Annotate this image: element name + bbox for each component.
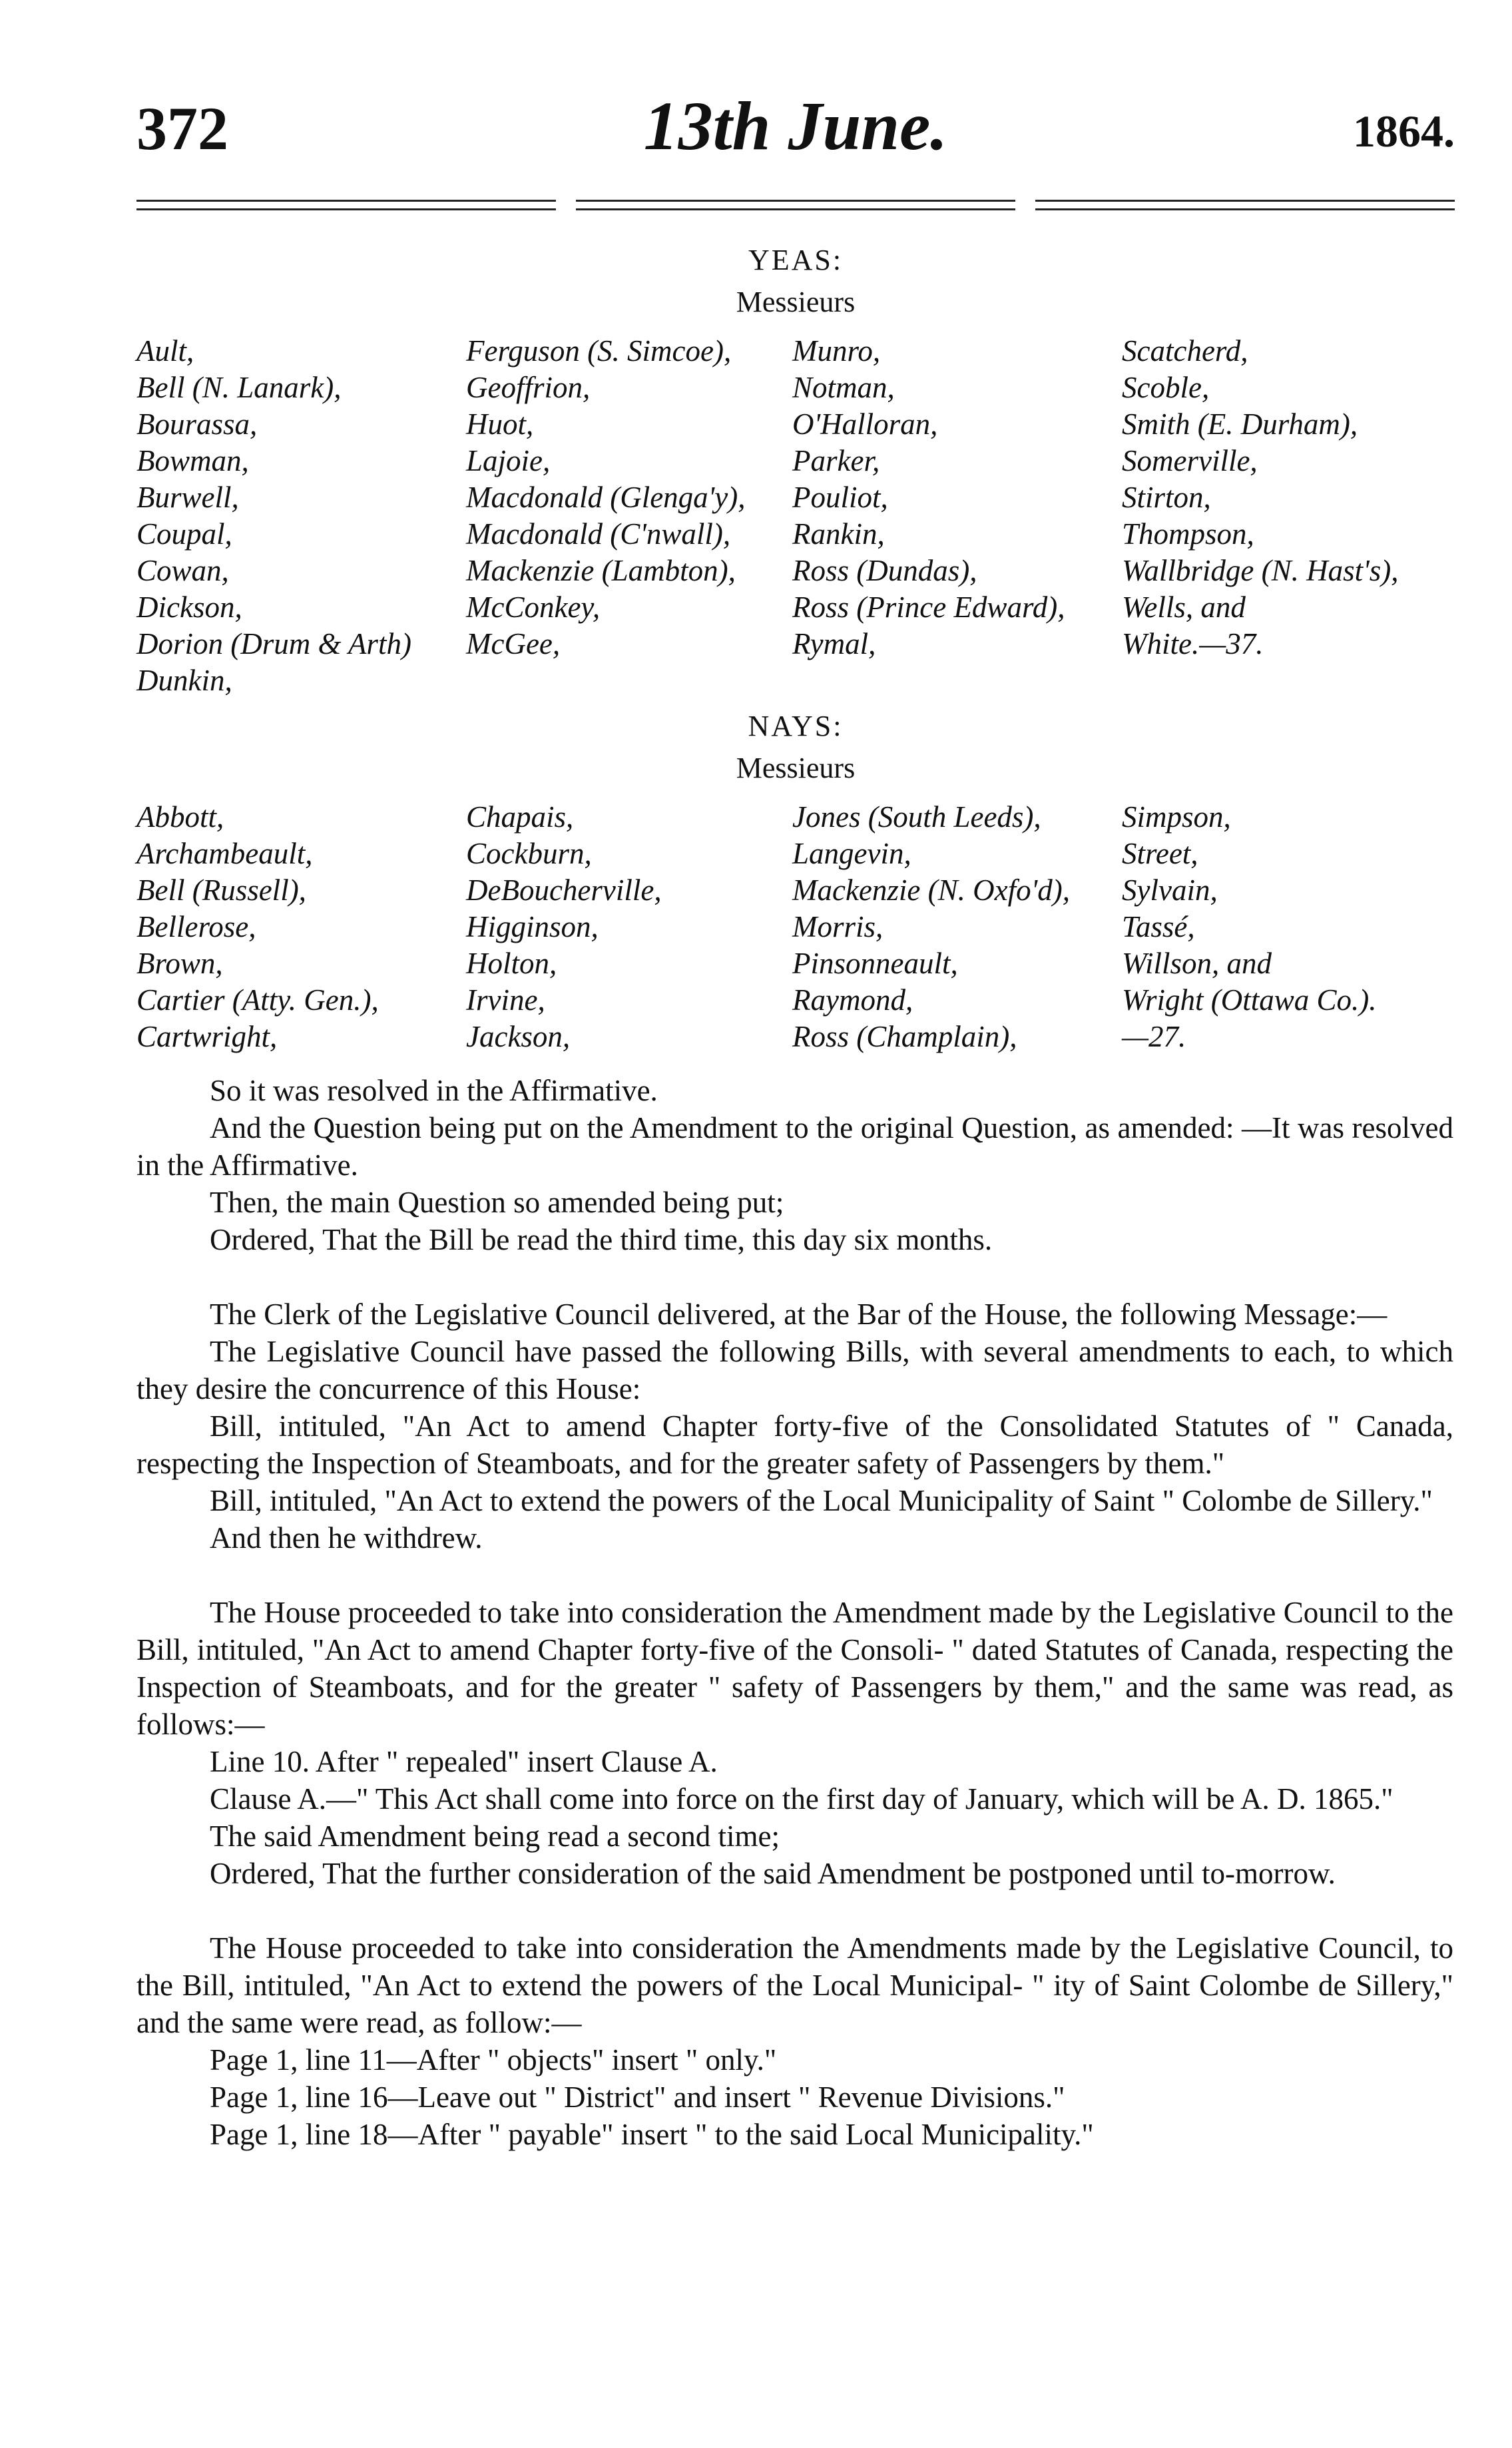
yeas-column-4 (1122, 333, 1398, 662)
member-name: Wallbridge (N. Hast's), (1122, 554, 1399, 587)
member-name: Notman, (792, 371, 895, 404)
member-name: Wright (Ottawa Co.). (1122, 983, 1377, 1017)
member-name: Geoffrion, (466, 371, 591, 404)
member-name: Ross (Champlain), (792, 1020, 1017, 1053)
year: 1864. (1353, 106, 1455, 156)
rule-segment (1035, 200, 1455, 210)
member-name: Holton, (466, 947, 557, 980)
page-number: 372 (136, 95, 228, 162)
member-name: Bourassa, (136, 407, 258, 441)
member-name: Pinsonneault, (792, 947, 958, 980)
paragraph: The House proceeded to take into consideration the Amendment made by the Legislative Council to the Bill, intituled, "An Act to amend Chapter forty-five of the Consoli- " dated Statutes of Canada, respecting the Inspection of Steamboats, and for the greater " safety of Passengers by them," and the same was read, as follows:— (136, 1596, 1453, 1741)
member-name: Huot, (466, 407, 534, 441)
member-name: Dickson, (136, 591, 242, 624)
paragraph: Page 1, line 18—After " payable" insert " to the said Local Municipality." (210, 2118, 1094, 2151)
member-name: Mackenzie (Lambton), (466, 554, 736, 587)
member-name: Rankin, (792, 517, 885, 551)
member-name: Morris, (792, 910, 883, 943)
member-name: Thompson, (1122, 517, 1254, 551)
rule-segment (136, 200, 556, 210)
member-name: White.—37. (1122, 627, 1264, 660)
paragraph: The Legislative Council have passed the following Bills, with several amendments to each, to which they desire the concurrence of this House: (136, 1335, 1453, 1405)
paragraph: And then he withdrew. (210, 1521, 483, 1555)
member-name: McConkey, (466, 591, 601, 624)
member-name: Macdonald (C'nwall), (466, 517, 731, 551)
member-name: Bellerose, (136, 910, 256, 943)
member-name: Ross (Prince Edward), (792, 591, 1065, 624)
member-name: Smith (E. Durham), (1122, 407, 1358, 441)
nays-column-4 (1122, 799, 1377, 1055)
yeas-column-2 (466, 333, 746, 662)
member-name: Ross (Dundas), (792, 554, 977, 587)
member-name: Street, (1122, 837, 1198, 870)
paragraph: Bill, intituled, "An Act to amend Chapter forty-five of the Consolidated Statutes of " Canada, respecting the Inspection of Steamboats, and for the greater safety of Passengers by them." (136, 1409, 1453, 1480)
yeas-subheading: Messieurs (736, 286, 856, 318)
page-header (136, 80, 1455, 166)
member-name: Mackenzie (N. Oxfo'd), (792, 873, 1070, 907)
running-title: 13th June. (643, 88, 948, 164)
nays-column-3 (792, 799, 1070, 1055)
paragraph: Page 1, line 16—Leave out " District" and insert " Revenue Divisions." (210, 2081, 1065, 2114)
paragraph: The said Amendment being read a second time; (210, 1820, 780, 1853)
member-name: Parker, (792, 444, 880, 477)
member-name: Langevin, (792, 837, 911, 870)
nays-subheading: Messieurs (736, 752, 856, 784)
member-name: Higginson, (466, 910, 599, 943)
member-name: —27. (1122, 1020, 1186, 1053)
member-name: Dunkin, (136, 664, 232, 697)
paragraph: The Clerk of the Legislative Council delivered, at the Bar of the House, the following Message:— (210, 1298, 1387, 1331)
member-name: Abbott, (136, 800, 224, 834)
member-name: Raymond, (792, 983, 913, 1017)
yeas-column-1 (136, 333, 411, 699)
member-name: Cockburn, (466, 837, 592, 870)
member-name: Burwell, (136, 481, 239, 514)
yeas-heading: YEAS: (748, 244, 844, 276)
nays-column-1 (136, 799, 379, 1055)
member-name: Lajoie, (466, 444, 551, 477)
member-name: Simpson, (1122, 800, 1231, 834)
member-name: McGee, (466, 627, 561, 660)
rule-segment (576, 200, 1015, 210)
member-name: Macdonald (Glenga'y), (466, 481, 746, 514)
proceedings-text (136, 1072, 1453, 2153)
member-name: Ferguson (S. Simcoe), (466, 334, 732, 367)
member-name: Rymal, (792, 627, 876, 660)
member-name: Munro, (792, 334, 881, 367)
header-rule (136, 200, 1455, 220)
member-name: Scoble, (1122, 371, 1210, 404)
member-name: Somerville, (1122, 444, 1258, 477)
paragraph: And the Question being put on the Amendment to the original Question, as amended: —It was resolved in the Affirmative. (136, 1111, 1453, 1182)
member-name: O'Halloran, (792, 407, 938, 441)
nays-heading: NAYS: (748, 710, 844, 742)
member-name: Wells, and (1122, 591, 1246, 624)
member-name: Ault, (136, 334, 194, 367)
paragraph: The House proceeded to take into consideration the Amendments made by the Legislative Council, to the Bill, intituled, "An Act to extend the powers of the Local Municipal- " ity of Saint Colombe de Sillery," and the same were read, as follow:— (136, 1931, 1453, 2039)
yeas-list (136, 333, 1461, 706)
paragraph: Clause A.—" This Act shall come into force on the first day of January, which will be A. D. 1865." (210, 1782, 1393, 1816)
member-name: Cartier (Atty. Gen.), (136, 983, 379, 1017)
member-name: Cowan, (136, 554, 229, 587)
paragraph: Line 10. After " repealed" insert Clause A. (210, 1745, 718, 1778)
nays-column-2 (466, 799, 662, 1055)
member-name: Jones (South Leeds), (792, 800, 1041, 834)
member-name: DeBoucherville, (466, 873, 662, 907)
paragraph: Bill, intituled, "An Act to extend the powers of the Local Municipality of Saint " Colombe de Sillery." (210, 1484, 1433, 1517)
member-name: Willson, and (1122, 947, 1272, 980)
member-name: Sylvain, (1122, 873, 1218, 907)
member-name: Cartwright, (136, 1020, 278, 1053)
member-name: Bell (Russell), (136, 873, 306, 907)
member-name: Jackson, (466, 1020, 571, 1053)
nays-list (136, 799, 1461, 1065)
member-name: Coupal, (136, 517, 232, 551)
paragraph: Ordered, That the Bill be read the third time, this day six months. (210, 1223, 993, 1256)
member-name: Irvine, (466, 983, 545, 1017)
member-name: Chapais, (466, 800, 574, 834)
member-name: Scatcherd, (1122, 334, 1248, 367)
paragraph: Then, the main Question so amended being put; (210, 1186, 784, 1219)
paragraph: So it was resolved in the Affirmative. (210, 1074, 658, 1107)
member-name: Dorion (Drum & Arth) (136, 627, 411, 660)
paragraph: Ordered, That the further consideration of the said Amendment be postponed until to-morrow. (210, 1857, 1336, 1890)
member-name: Bell (N. Lanark), (136, 371, 342, 404)
member-name: Stirton, (1122, 481, 1211, 514)
member-name: Tassé, (1122, 910, 1195, 943)
member-name: Pouliot, (792, 481, 888, 514)
paragraph: Page 1, line 11—After " objects" insert " only." (210, 2043, 777, 2077)
member-name: Archambeault, (136, 837, 313, 870)
yeas-column-3 (792, 333, 1065, 662)
member-name: Bowman, (136, 444, 249, 477)
member-name: Brown, (136, 947, 223, 980)
